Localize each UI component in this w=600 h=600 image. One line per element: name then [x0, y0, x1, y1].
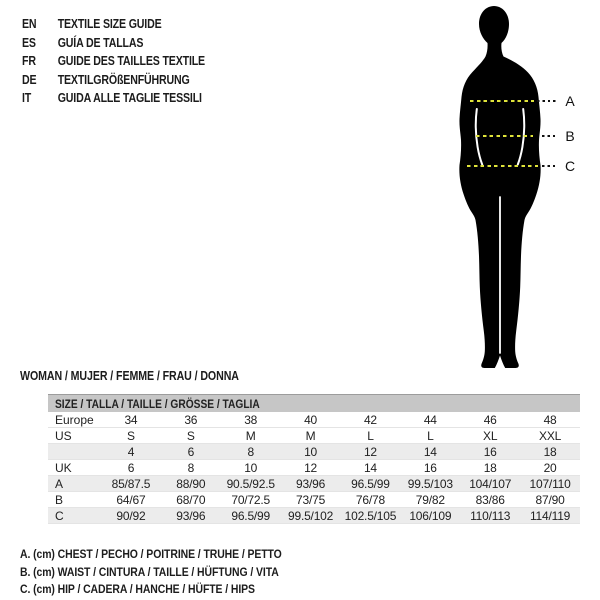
language-row	[22, 89, 205, 108]
size-cell: M	[305, 428, 316, 443]
size-cell: 68/70	[176, 492, 206, 507]
language-code: ES	[22, 35, 36, 50]
size-cell: 87/90	[535, 492, 565, 507]
size-cell: 40	[304, 412, 318, 427]
size-cell: 96.5/99	[351, 476, 390, 491]
size-cell: L	[367, 428, 374, 443]
language-row	[22, 15, 205, 34]
size-row-cells	[101, 477, 580, 491]
size-row-cells	[101, 445, 580, 459]
size-cell: 85/87.5	[111, 476, 151, 491]
hip-leader-line	[542, 165, 558, 167]
language-label: GUIDA ALLE TAGLIE TESSILI	[57, 91, 202, 106]
measure-label-c: C	[564, 158, 576, 174]
size-table-row	[48, 444, 580, 460]
legend-line-text: A. (cm) CHEST / PECHO / POITRINE / TRUHE / PETTO	[20, 547, 282, 561]
language-code: EN	[22, 17, 37, 31]
measure-label-a: A	[565, 93, 575, 109]
size-cell: 96.5/99	[231, 508, 270, 523]
size-row-label: UK	[55, 460, 72, 475]
size-cell: 107/110	[529, 476, 571, 491]
size-table-row	[48, 428, 580, 444]
size-cell: 93/96	[296, 476, 326, 491]
waist-measure-line	[476, 135, 533, 137]
size-table-body	[48, 412, 580, 524]
table-title	[20, 369, 278, 383]
size-cell: 20	[543, 460, 557, 475]
size-cell: 48	[543, 412, 557, 427]
waist-leader-line	[542, 135, 558, 137]
size-row-label: A	[55, 476, 64, 491]
language-label: TEXTILGRÖßENFÜHRUNG	[57, 72, 190, 87]
size-cell: 104/107	[469, 476, 512, 491]
size-table-header-text: SIZE / TALLA / TAILLE / GRÖSSE / TAGLIA	[55, 397, 260, 411]
size-cell: 99.5/102	[288, 508, 334, 523]
size-cell: 83/86	[475, 492, 505, 507]
legend-line	[20, 581, 328, 599]
size-cell: 6	[127, 460, 135, 475]
size-table-row	[48, 492, 580, 508]
size-cell: 10	[304, 444, 318, 459]
woman-silhouette	[450, 5, 554, 369]
size-cell: 16	[423, 460, 437, 475]
language-row	[22, 71, 205, 90]
size-cell: 64/67	[116, 492, 146, 507]
size-cell: XL	[483, 428, 498, 443]
size-table-row	[48, 460, 580, 476]
size-row-label: B	[55, 492, 64, 507]
language-code: DE	[22, 72, 37, 87]
size-cell: 46	[483, 412, 497, 427]
size-cell: 16	[483, 444, 497, 459]
size-cell: S	[127, 428, 135, 443]
size-cell: L	[427, 428, 434, 443]
size-cell: 18	[483, 460, 497, 475]
size-row-cells	[101, 461, 580, 475]
size-cell: 88/90	[176, 476, 206, 491]
size-cell: 90/92	[116, 508, 146, 523]
size-table-row	[48, 476, 580, 492]
size-cell: 106/109	[409, 508, 452, 523]
size-row-cells	[101, 413, 580, 427]
size-row-label: US	[55, 428, 72, 443]
size-cell: XXL	[539, 428, 562, 443]
size-cell: 18	[543, 444, 557, 459]
size-cell: 8	[187, 460, 195, 475]
size-cell: 6	[187, 444, 195, 459]
size-cell: 102.5/105	[344, 508, 397, 523]
size-row-cells	[101, 493, 580, 507]
size-table-row	[48, 508, 580, 524]
size-cell: 4	[127, 444, 135, 459]
table-title-text: WOMAN / MUJER / FEMME / FRAU / DONNA	[20, 369, 239, 383]
size-row-cells	[101, 509, 580, 523]
measure-label-b: B	[565, 128, 575, 144]
size-cell: 12	[363, 444, 377, 459]
size-cell: 14	[423, 444, 437, 459]
measure-legend	[20, 546, 328, 599]
size-cell: 73/75	[296, 492, 326, 507]
size-cell: 99.5/103	[407, 476, 453, 491]
size-table-header	[48, 394, 580, 412]
size-table-row	[48, 412, 580, 428]
size-cell: 110/113	[470, 508, 511, 523]
size-cell: M	[245, 428, 256, 443]
size-cell: 34	[124, 412, 138, 427]
size-row-label: C	[55, 508, 64, 523]
legend-line	[20, 546, 328, 564]
legend-line	[20, 564, 328, 582]
size-cell: 79/82	[415, 492, 445, 507]
size-cell: 36	[184, 412, 198, 427]
size-cell: 114/119	[529, 508, 571, 523]
size-cell: 12	[304, 460, 318, 475]
size-cell: 10	[244, 460, 258, 475]
hip-measure-line	[467, 165, 538, 167]
size-cell: 38	[244, 412, 258, 427]
size-table	[48, 394, 580, 524]
legend-line-text: B. (cm) WAIST / CINTURA / TAILLE / HÜFTUNG / VITA	[20, 564, 279, 579]
size-cell: 90.5/92.5	[226, 476, 275, 491]
size-cell: 44	[423, 412, 437, 427]
size-cell: 14	[363, 460, 377, 475]
chest-leader-line	[537, 100, 558, 102]
language-code: FR	[22, 54, 36, 69]
size-cell: S	[186, 428, 195, 443]
size-cell: 76/78	[355, 492, 385, 507]
size-cell: 70/72.5	[231, 492, 270, 507]
size-cell: 93/96	[176, 508, 206, 523]
size-cell: 42	[363, 412, 377, 427]
legend-line-text: C. (cm) HIP / CADERA / HANCHE / HÜFTE / HIPS	[20, 582, 255, 596]
size-row-label: Europe	[55, 412, 94, 427]
language-label: TEXTILE SIZE GUIDE	[57, 17, 162, 31]
language-row	[22, 52, 205, 71]
language-code: IT	[22, 91, 32, 106]
language-row	[22, 34, 205, 53]
size-row-cells	[101, 429, 580, 443]
language-list	[22, 15, 205, 108]
chest-measure-line	[470, 100, 534, 102]
language-label: GUÍA DE TALLAS	[57, 35, 144, 50]
language-label: GUIDE DES TAILLES TEXTILE	[57, 54, 205, 69]
size-cell: 8	[247, 444, 254, 459]
